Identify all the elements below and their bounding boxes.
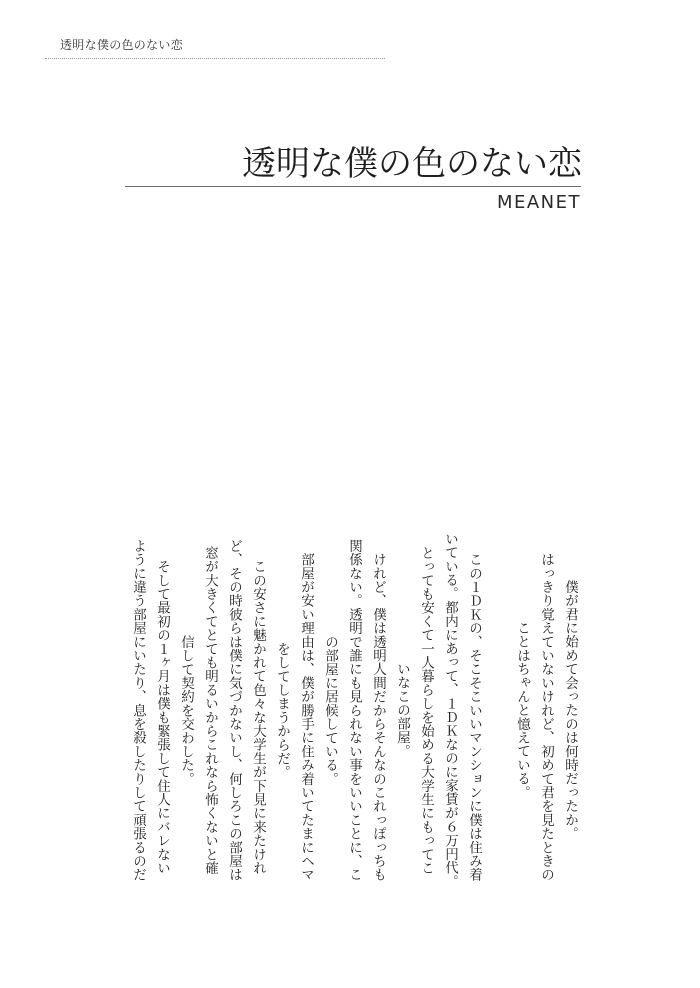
text-column: ど、その時彼らは僕に気づかないし、何しろこの部屋は: [226, 538, 242, 882]
page-title: 透明な僕の色のない恋: [242, 144, 582, 184]
text-column: 関係ない。透明で誰にも見られない事をいいことに、こ: [346, 538, 362, 882]
title-underline-rule: [125, 186, 581, 187]
text-column: の部屋に居候している。: [322, 634, 338, 786]
text-column: けれど、僕は透明人間だからそんなのこれっぽっちも: [370, 538, 386, 882]
text-column: 信して契約を交わした。: [178, 634, 194, 786]
text-column: 窓が大きくてとても明るいからこれなら怖くないと確: [202, 545, 218, 875]
author-name: MEANET: [496, 192, 581, 213]
text-column: とっても安くて一人暮らしを始める大学生にもってこ: [418, 545, 434, 875]
header-dotted-rule: [45, 58, 385, 59]
blank-column: [486, 524, 510, 896]
text-column: そして最初の１ヶ月は僕も緊張して住人にバレない: [154, 545, 170, 875]
text-column: 僕が君に始めて会ったのは何時だったか。: [562, 579, 578, 841]
running-header-title: 透明な僕の色のない恋: [60, 38, 184, 52]
text-column: この１ＤＫの、そこそこいいマンションに僕は住み着: [466, 538, 482, 882]
text-column: ことはちゃんと憶えている。: [514, 620, 530, 800]
text-column: 部屋が安い理由は、僕が勝手に住み着いてたまにヘマ: [298, 538, 314, 882]
text-column: はっきり覚えていないけれど、初めて君を見たときの: [538, 538, 554, 882]
text-column: をしてしまうからだ。: [274, 641, 290, 779]
text-column: この安さに魅かれて色々な大学生が下見に来たけれ: [250, 545, 266, 875]
vertical-body-text: [126, 524, 582, 896]
text-column: ように違う部屋にいたり、息を殺したりして頑張るのだ: [130, 538, 146, 882]
text-column: いなこの部屋。: [394, 662, 410, 758]
text-column: いている。都内にあって、１ＤＫなのに家賃が６万円代。: [442, 531, 458, 889]
